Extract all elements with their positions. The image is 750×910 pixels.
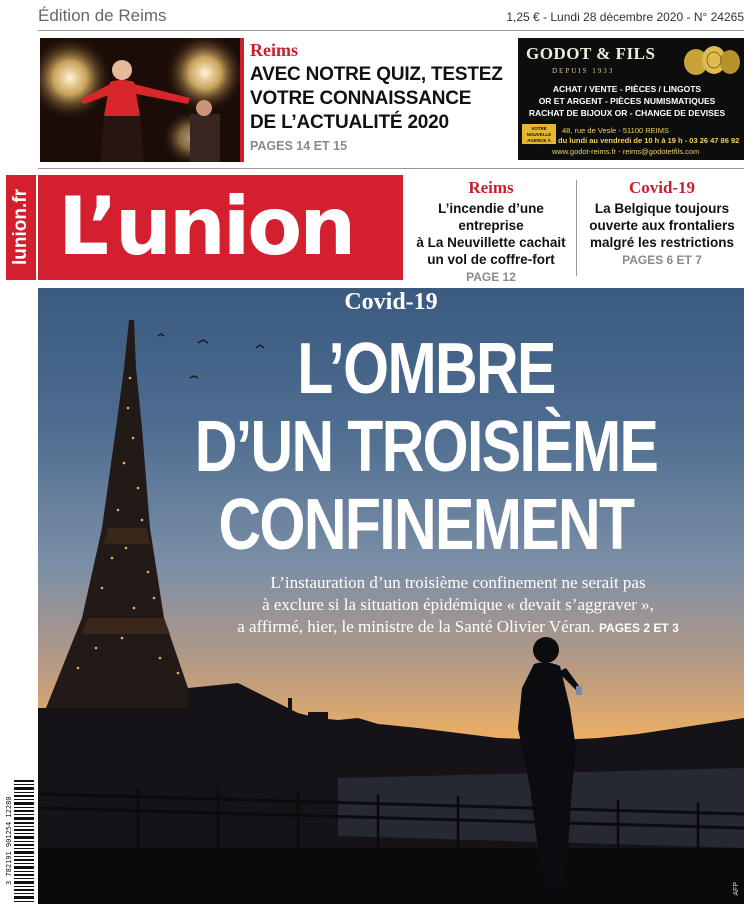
teaser-title-line: VOTRE CONNAISSANCE — [250, 88, 472, 109]
ad-line: RACHAT DE BIJOUX OR - CHANGE DE DEVISES — [528, 108, 726, 118]
brief-pages: PAGE 12 — [466, 270, 516, 284]
brief-kicker: Covid-19 — [628, 178, 696, 197]
headline-line: L’OMBRE — [297, 329, 555, 409]
summary-line — [188, 616, 728, 639]
brief-text — [406, 200, 576, 268]
lead-kicker: Covid-19 — [344, 289, 438, 315]
photo-credit: AFP — [733, 882, 740, 896]
teaser-title-line: AVEC NOTRE QUIZ, TESTEZ — [250, 64, 503, 85]
brief-line: La Belgique toujours — [594, 201, 730, 216]
newspaper-name: L’union — [58, 180, 354, 273]
ad-badge: VOTRE NOUVELLE AGENCE À REIMS — [522, 124, 556, 144]
teaser-title-line: DE L’ACTUALITÉ 2020 — [250, 112, 449, 133]
site-url: lunion.fr — [10, 189, 31, 266]
brief-covid[interactable] — [580, 178, 744, 267]
top-bar — [38, 0, 744, 31]
summary-line-text: a affirmé, hier, le ministre de la Santé Olivier Véran. — [237, 617, 595, 636]
teaser-pages: PAGES 14 ET 15 — [250, 139, 348, 153]
lead-summary — [188, 572, 728, 639]
ad-line: ACHAT / VENTE - PIÈCES / LINGOTS — [552, 84, 702, 94]
teaser-title — [250, 63, 510, 135]
brief-line: ouverte aux frontaliers — [589, 218, 735, 233]
summary-line: à exclure si la situation épidémique « devait s’aggraver », — [262, 595, 654, 614]
divider — [576, 180, 577, 276]
brief-reims[interactable] — [406, 178, 576, 284]
barcode-bars — [14, 778, 34, 904]
divider — [38, 168, 744, 169]
edition-label: Édition de Reims — [38, 6, 167, 25]
ad-hours: du lundi au vendredi de 10 h à 19 h - 03 26 47 86 92 — [558, 136, 740, 145]
ad-web[interactable]: www.godot-reims.fr - reims@godotetfils.com — [552, 147, 700, 156]
masthead-side[interactable] — [6, 175, 36, 280]
brief-kicker: Reims — [468, 178, 514, 197]
headline-line: CONFINEMENT — [218, 485, 634, 565]
barcode — [4, 778, 34, 904]
headline-line: D’UN TROISIÈME — [194, 407, 658, 487]
brief-line: à La Neuvillette cachait — [416, 235, 566, 250]
barcode-number: 3 782191 901254 12280 — [5, 796, 13, 886]
ad-brand: GODOT & FILS — [526, 44, 656, 63]
teaser-kicker: Reims — [250, 40, 298, 60]
masthead-logo[interactable] — [38, 175, 403, 280]
ad-line: OR ET ARGENT - PIÈCES NUMISMATIQUES — [538, 96, 716, 106]
lead-headline — [188, 330, 664, 564]
performer-illustration — [40, 38, 240, 162]
brief-line: un vol de coffre-fort — [427, 252, 555, 267]
issue-info: 1,25 € - Lundi 28 décembre 2020 - N° 24265 — [506, 10, 744, 24]
ad-since: DEPUIS 1933 — [552, 67, 615, 75]
brief-text — [580, 200, 744, 251]
brief-line: malgré les restrictions — [589, 235, 735, 250]
godot-fils-ad[interactable] — [518, 38, 744, 160]
ad-address: 48, rue de Vesle - 51100 REIMS — [562, 126, 670, 135]
brief-line: L’incendie d’une entreprise — [438, 201, 544, 233]
summary-line: L’instauration d’un troisième confinement ne serait pas — [270, 573, 646, 592]
lead-pages: PAGES 2 ET 3 — [598, 621, 679, 635]
teaser-photo[interactable] — [40, 38, 244, 162]
quiz-teaser[interactable] — [250, 40, 510, 153]
brief-pages: PAGES 6 ET 7 — [622, 253, 702, 267]
lead-story[interactable] — [38, 288, 744, 904]
gold-coins-icon — [682, 42, 742, 78]
